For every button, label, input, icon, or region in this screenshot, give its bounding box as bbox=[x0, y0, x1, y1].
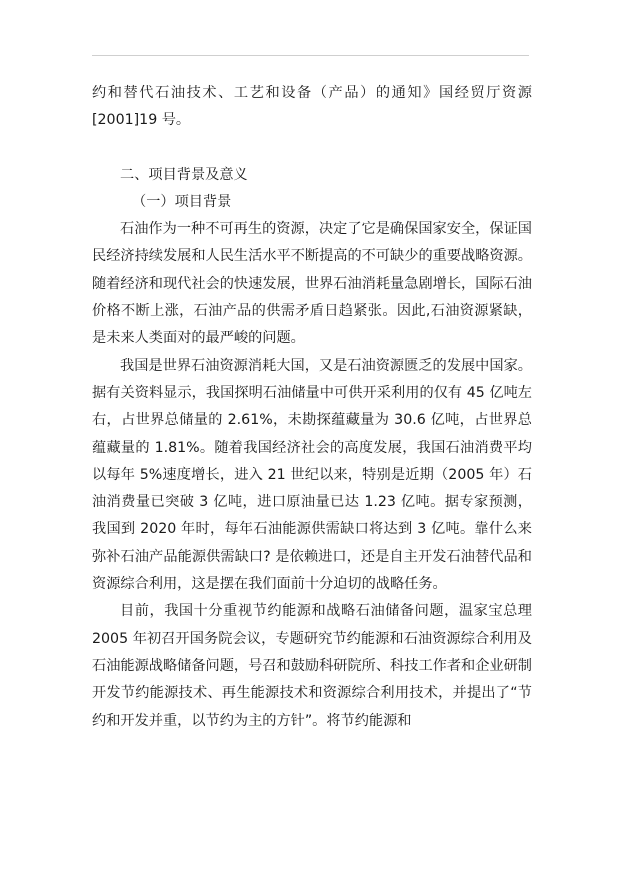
paragraph-gap bbox=[92, 135, 532, 162]
continuation-paragraph: 约和替代石油技术、工艺和设备（产品）的通知》国经贸厅资源[2001]19 号。 bbox=[92, 85, 532, 129]
body-paragraph: 石油作为一种不可再生的资源，决定了它是确保国家安全，保证国民经济持续发展和人民生活水平不断提高的不可缺少的重要战略资源。随着经济和现代社会的快速发展，世界石油消耗量急剧增长，国际石油价格不断上涨，石油产品的供需矛盾日趋紧张。因此,石油资源紧缺，是未来人类面对的最严峻的问题。 bbox=[92, 221, 532, 347]
section-heading: 二、项目背景及意义 bbox=[120, 166, 248, 183]
header-rule bbox=[92, 55, 529, 56]
document-body bbox=[92, 80, 532, 735]
subsection-heading: （一）项目背景 bbox=[132, 193, 232, 210]
body-paragraph: 目前，我国十分重视节约能源和战略石油储备问题，温家宝总理 2005 年初召开国务院会议，专题研究节约能源和石油资源综合利用及石油能源战略储备问题，号召和鼓励科研院所、科技工作者和企业研制开发节约能源技术、再生能源技术和资源综合利用技术，并提出了“节约和开发并重，以节约为主的方针”。将节约能源和 bbox=[92, 603, 532, 729]
body-paragraph: 我国是世界石油资源消耗大国，又是石油资源匮乏的发展中国家。据有关资料显示，我国探明石油储量中可供开采利用的仅有 45 亿吨左右，占世界总储量的 2.61%，未勘探蕴藏量为 30.6 亿吨，占世界总蕴藏量的 1.81%。随着我国经济社会的高度发展，我国石油消费平均以每年 5%速度增长，进入 21 世纪以来，特别是近期（2005 年）石油消费量已突破 3 亿吨，进口原油量已达 1.23 亿吨。据专家预测，我国到 2020 年时，每年石油能源供需缺口将达到 3 亿吨。靠什么来弥补石油产品能源供需缺口? 是依赖进口，还是自主开发石油替代品和资源综合利用，这是摆在我们面前十分迫切的战略任务。 bbox=[92, 357, 532, 593]
